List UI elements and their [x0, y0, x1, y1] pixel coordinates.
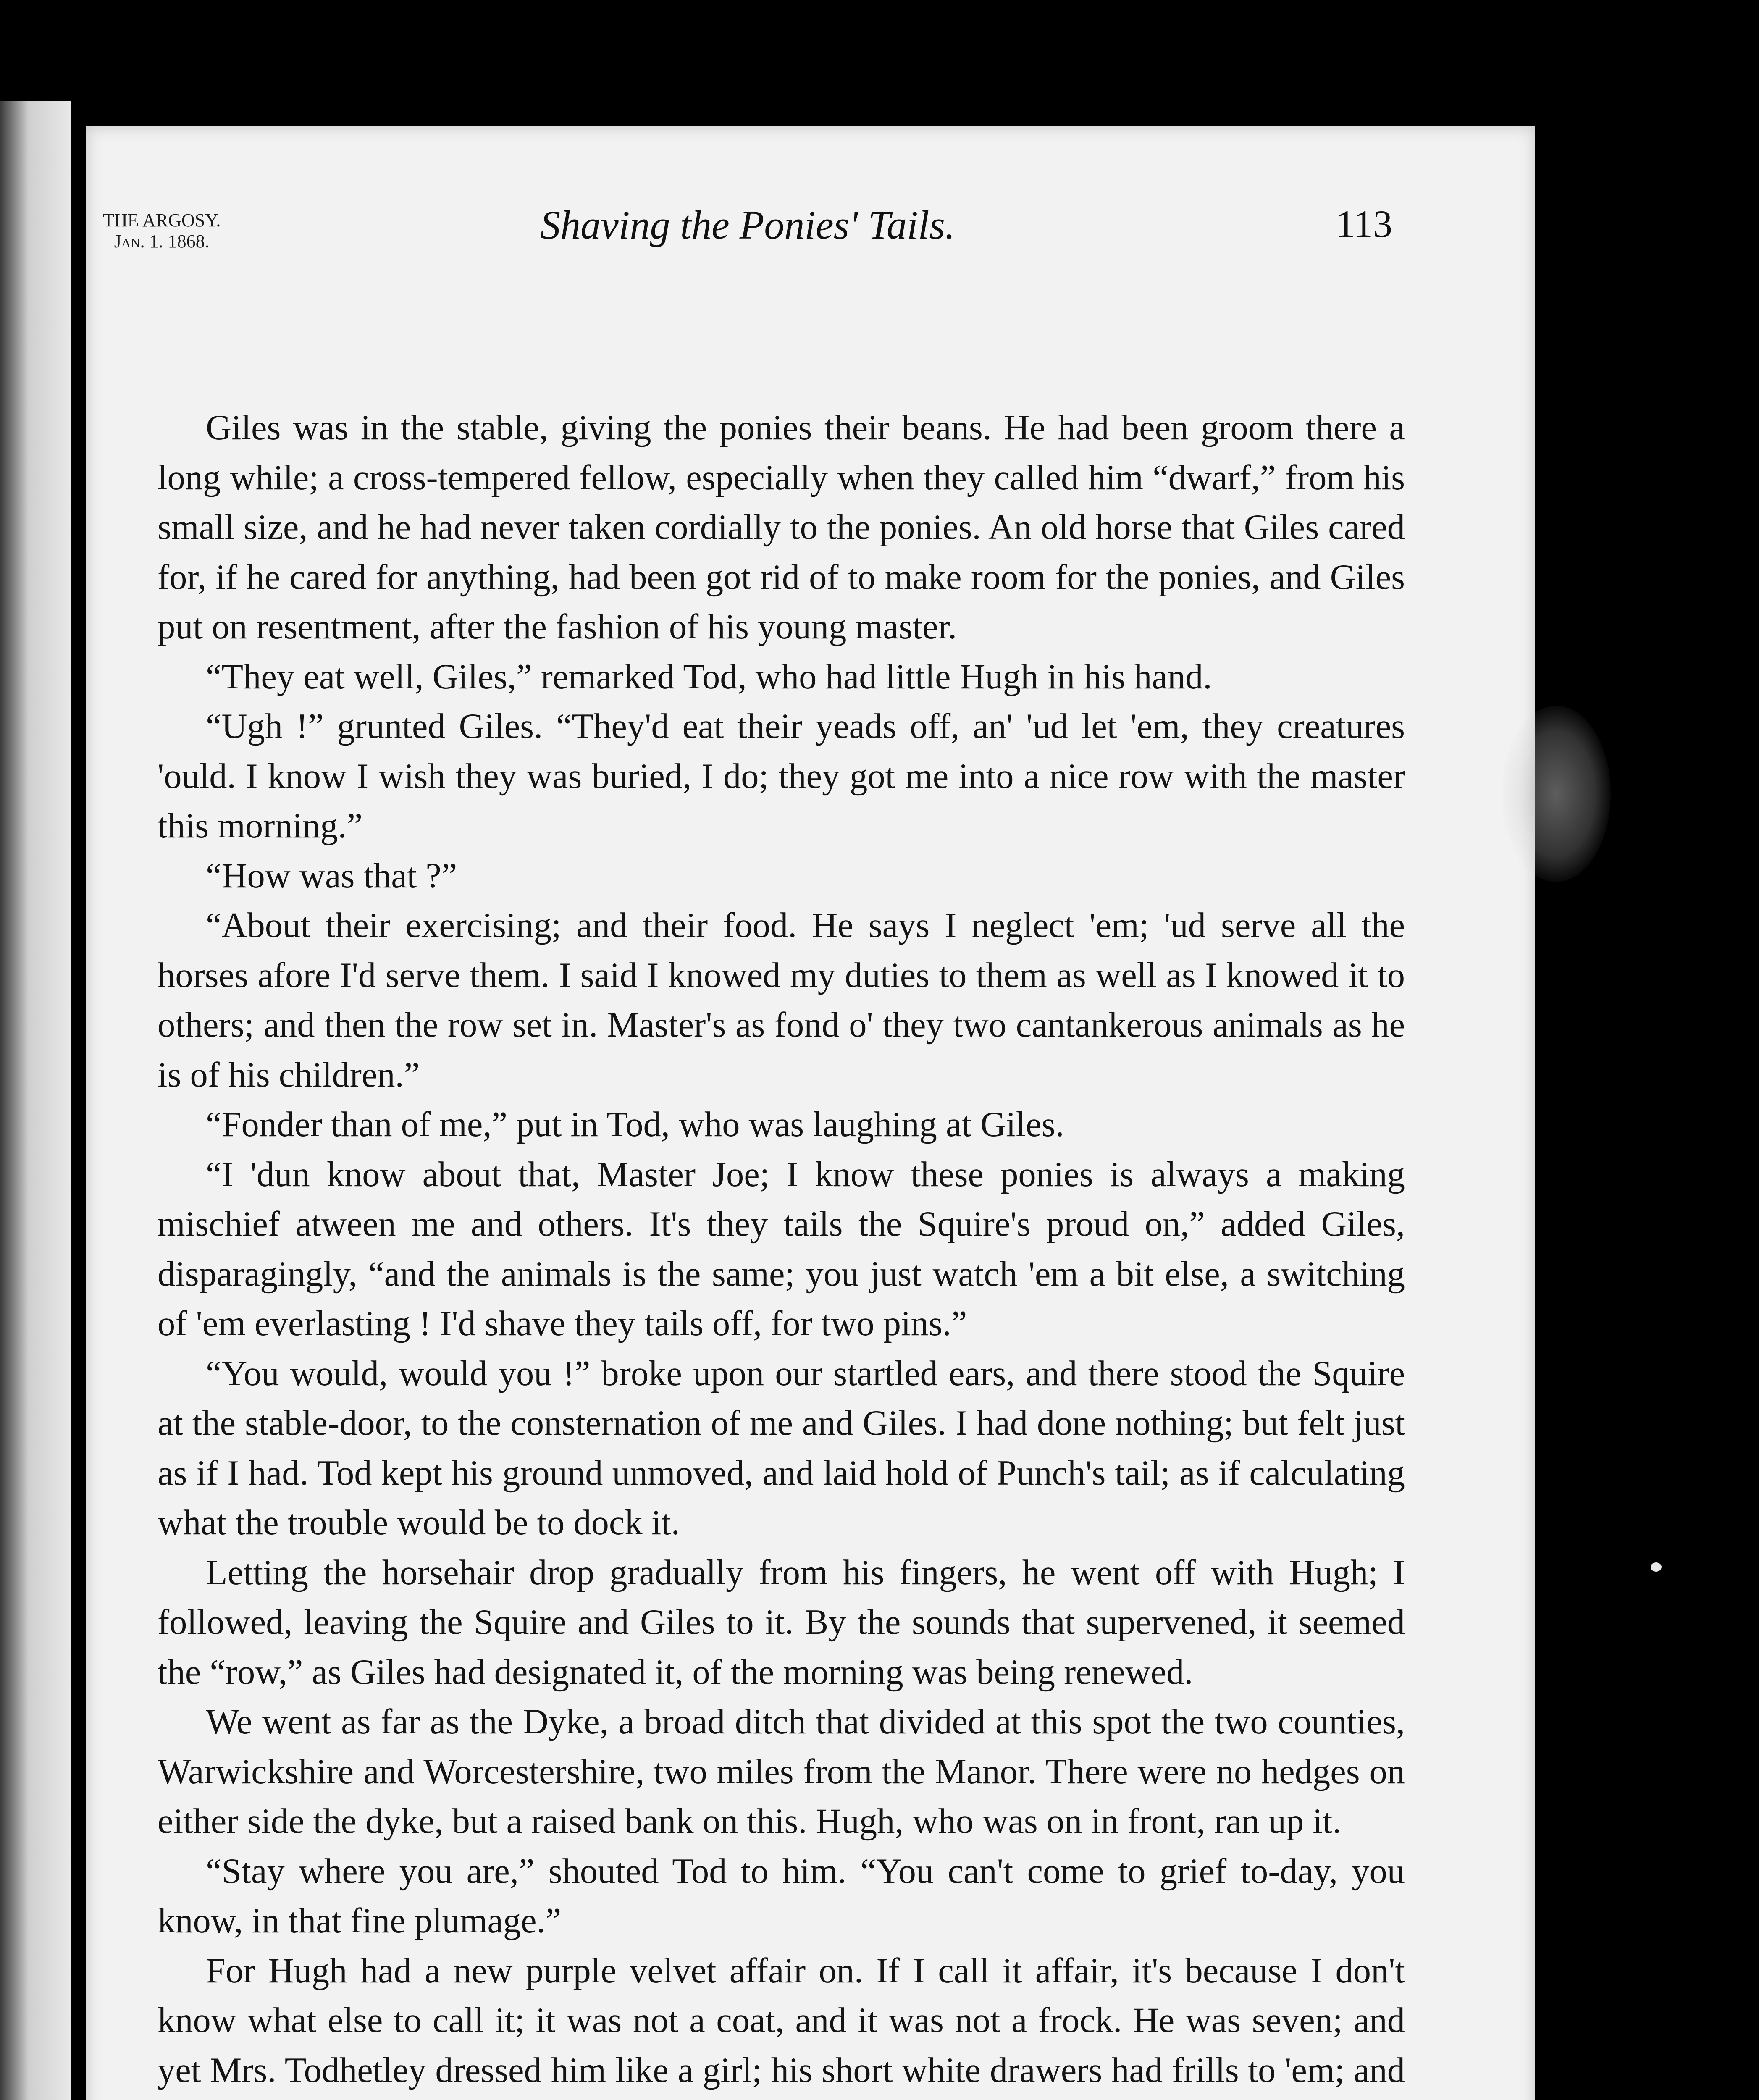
paragraph: For Hugh had a new purple velvet affair on. If I call it affair, it's because I don't know what else to call it; it was not a coat, and it was not a frock. He was seven; and yet Mrs. Todhetley dressed him like a girl; his short white drawers had frills to 'em; and	[158, 1951, 1405, 2090]
paragraph: “They eat well, Giles,” remarked Tod, who had little Hugh in his hand.	[206, 657, 1212, 696]
paragraph: “I 'dun know about that, Master Joe; I know these ponies is always a making mischief atween me and others. It's they tails the Squire's proud on,” added Giles, disparagingly, “and the animals is the same; you just watch 'em a bit else, a switching of 'em everlasting ! I'd shave they tails off, for two pins.”	[158, 1155, 1405, 1343]
journal-date: Jan. 1. 1868.	[114, 231, 210, 252]
running-header	[103, 202, 1392, 260]
margin-speck	[1651, 1562, 1662, 1572]
paragraph: “About their exercising; and their food. He says I neglect 'em; 'ud serve all the horses afore I'd serve them. I said I knowed my duties to them as well as I knowed it to others; and then the row set in. Master's as fond o' they two cantankerous animals as he is of his children.”	[158, 906, 1405, 1095]
paragraph: Letting the horsehair drop gradually from his fingers, he went off with Hugh; I followed, leaving the Squire and Giles to it. By the sounds that supervened, it seemed the “row,” as Giles had designated it, of the morning was being renewed.	[158, 1553, 1405, 1692]
body-text	[158, 403, 1405, 2100]
journal-name: THE ARGOSY.	[103, 210, 221, 231]
paragraph: “Fonder than of me,” put in Tod, who was laughing at Giles.	[206, 1105, 1064, 1144]
paragraph: “Stay where you are,” shouted Tod to him. “You can't come to grief to-day, you know, in that fine plumage.”	[158, 1851, 1405, 1940]
paragraph: Giles was in the stable, giving the ponies their beans. He had been groom there a long while; a cross-tempered fellow, especially when they called him “dwarf,” from his small size, and he had never taken cordially to the ponies. An old horse that Giles cared for, if he cared for anything, had been got rid of to make room for the ponies, and Giles put on resentment, after the fashion of his young master.	[158, 408, 1405, 646]
paragraph: “How was that ?”	[206, 856, 457, 895]
paragraph: “You would, would you !” broke upon our startled ears, and there stood the Squire at the stable-door, to the consternation of me and Giles. I had done nothing; but felt just as if I had. Tod kept his ground unmoved, and laid hold of Punch's tail; as if calculating what the trouble would be to dock it.	[158, 1354, 1405, 1542]
running-title: Shaving the Ponies' Tails.	[540, 202, 955, 247]
paragraph: We went as far as the Dyke, a broad ditch that divided at this spot the two counties, Warwickshire and Worcestershire, two miles from the Manor. There were no hedges on either side the dyke, but a raised bank on this. Hugh, who was on in front, ran up it.	[158, 1702, 1405, 1841]
paragraph: “Ugh !” grunted Giles. “They'd eat their yeads off, an' 'ud let 'em, they creatures 'ould. I know I wish they was buried, I do; they got me into a nice row with the master this morning.”	[158, 707, 1405, 845]
facing-page-edge	[0, 101, 71, 2100]
page-stain	[1502, 706, 1611, 882]
page-number: 113	[1336, 202, 1392, 245]
